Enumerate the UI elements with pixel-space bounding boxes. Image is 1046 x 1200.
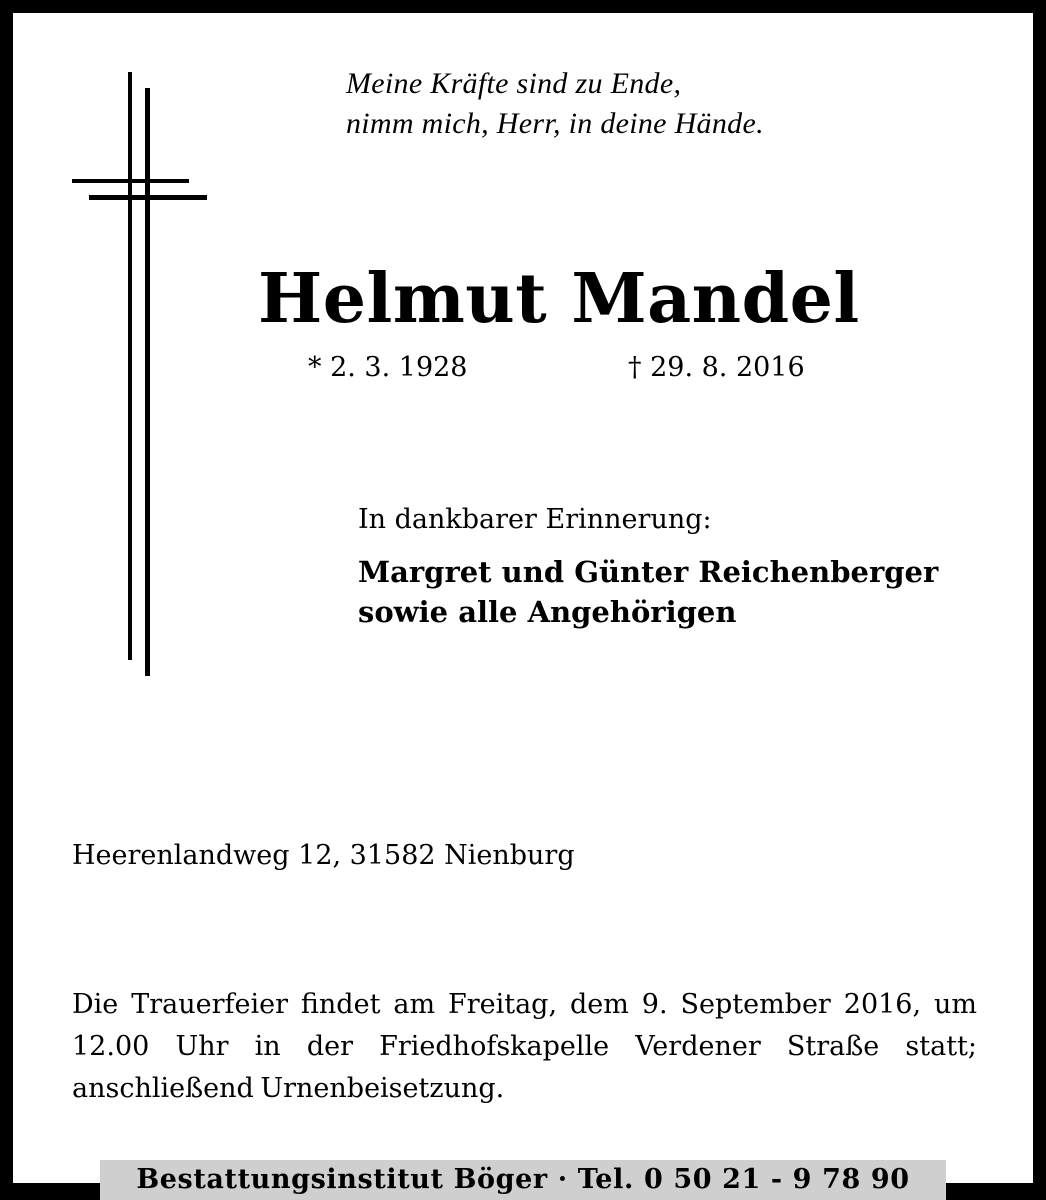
mourners-line-2: sowie alle Angehörigen: [358, 595, 737, 629]
mourners: [358, 552, 938, 632]
death-date: † 29. 8. 2016: [628, 352, 805, 383]
deceased-name: Helmut Mandel: [258, 259, 860, 339]
quote-line-2: nimm mich, Herr, in deine Hände.: [346, 107, 764, 140]
mourners-line-1: Margret und Günter Reichenberger: [358, 555, 939, 589]
address: Heerenlandweg 12, 31582 Nienburg: [72, 840, 575, 871]
birth-date: * 2. 3. 1928: [308, 352, 468, 383]
bible-quote: [346, 64, 906, 144]
funeral-home-footer: [100, 1160, 946, 1200]
funeral-service-info: Die Trauerfeier findet am Freitag, dem 9. September 2016, um 12.00 Uhr in der Friedhofskapelle Verdener Straße statt; anschließend Urnenbeisetzung.: [72, 989, 977, 1104]
cross-icon: [0, 0, 220, 700]
funeral-home-name: Bestattungsinstitut Böger: [136, 1164, 548, 1195]
quote-line-1: Meine Kräfte sind zu Ende,: [346, 67, 682, 100]
footer-separator: ·: [557, 1164, 568, 1195]
remembrance-intro: In dankbarer Erinnerung:: [358, 504, 712, 535]
funeral-home-phone: Tel. 0 50 21 - 9 78 90: [577, 1164, 910, 1195]
